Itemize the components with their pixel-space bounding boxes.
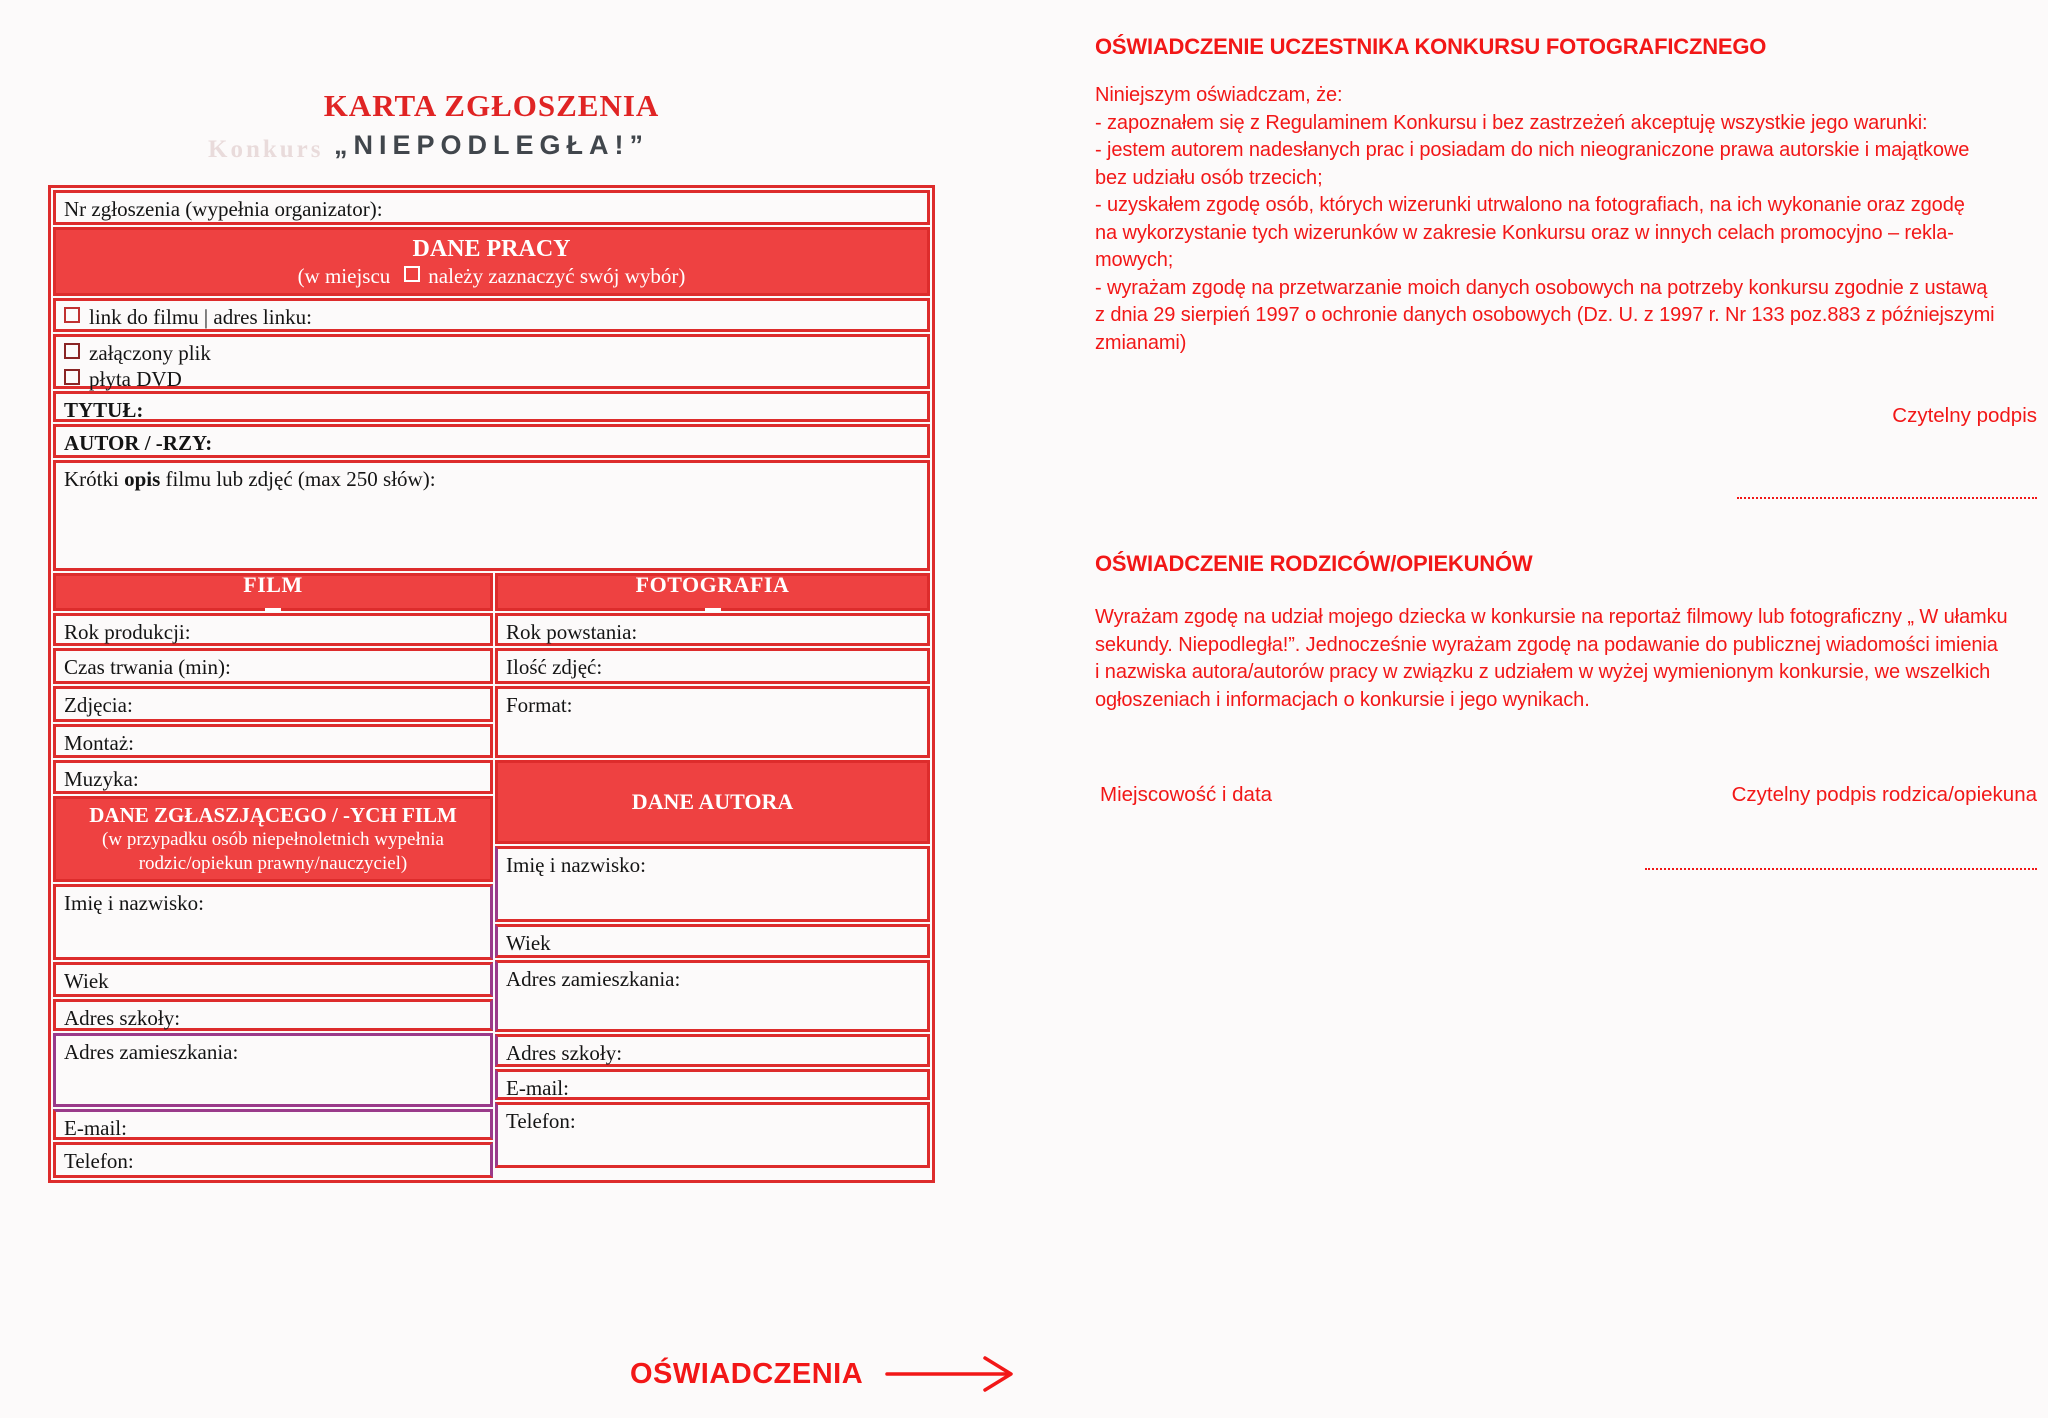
form-row-zglaszajacy-adres-szkoly: Adres szkoły:	[53, 999, 493, 1031]
page-subtitle: „NIEPODLEGŁA!”	[333, 130, 649, 160]
declaration-line: ogłoszeniach i informacjach o konkursie i jego wynikach.	[1095, 688, 1590, 711]
form-row-autor-adres-szkoly: Adres szkoły:	[495, 1034, 930, 1067]
checkbox-icon	[404, 266, 420, 282]
form-row-opis	[53, 460, 930, 571]
form-row-ilosc-zdjec: Ilość zdjęć:	[495, 648, 930, 684]
signature-dotted-line	[1737, 487, 2037, 499]
declaration-parents-text	[1095, 604, 2008, 714]
form-row-autor-adres-zamieszkania: Adres zamieszkania:	[495, 960, 930, 1032]
form-row-zglaszajacy-imie: Imię i nazwisko:	[53, 884, 493, 960]
zglaszajacy-title: DANE ZGŁASZJĄCEGO / -YCH FILM	[89, 803, 457, 827]
dane-autora-title: DANE AUTORA	[631, 789, 794, 814]
form-row-zglaszajacy-email: E-mail:	[53, 1109, 493, 1140]
form-row-attachments	[53, 334, 930, 389]
checkbox-icon	[64, 343, 80, 359]
form-row-tytul: TYTUŁ:	[53, 391, 930, 422]
checkbox-icon	[64, 369, 80, 385]
declaration-participant-heading: OŚWIADCZENIE UCZESTNIKA KONKURSU FOTOGRAFICZNEGO	[1095, 34, 1767, 59]
ghost-watermark-text: Konkurs	[208, 136, 324, 163]
declaration-line: Wyrażam zgodę na udział mojego dziecka w konkursie na reportaż filmowy lub fotograficzny „ W ułamku	[1095, 606, 2008, 628]
form-row-zglaszajacy-telefon: Telefon:	[53, 1142, 493, 1178]
entry-form-table	[48, 185, 935, 1183]
declaration-line: sekundy. Niepodległa!”. Jednocześnie wyrażam zgodę na podawanie do publicznej wiadomości imienia	[1095, 633, 1998, 656]
declaration-line: i nazwiska autora/autorów pracy w związku z udziałem w wyżej wymienionym konkursie, we wszelkich	[1095, 661, 1991, 683]
arrow-right-icon	[885, 1355, 1017, 1393]
declaration-line: na wykorzystanie tych wizerunków w zakresie Konkursu oraz w innych celach promocyjno – rekla-	[1095, 221, 1954, 244]
attachment-option-dvd	[64, 366, 919, 392]
attachment-option-file	[64, 340, 919, 366]
declarations-column	[1095, 0, 2043, 1418]
form-row-zglaszajacy-wiek: Wiek	[53, 962, 493, 997]
form-row-autor: AUTOR / -RZY:	[53, 424, 930, 458]
fotografia-column	[495, 573, 930, 1178]
form-header-zglaszajacy	[53, 796, 493, 882]
oswiadczenia-pointer	[630, 1355, 1017, 1393]
declaration-line: mowych;	[1095, 249, 1174, 271]
form-row-autor-imie: Imię i nazwisko:	[495, 846, 930, 922]
form-row-zglaszajacy-adres-zamieszkania: Adres zamieszkania:	[53, 1033, 493, 1107]
checkbox-icon	[64, 307, 80, 323]
form-header-dane-pracy	[53, 227, 930, 296]
film-column-header	[53, 573, 493, 611]
declaration-line: - zapoznałem się z Regulaminem Konkursu i bez zastrzeżeń akceptuję wszystkie jego warunki:	[1095, 111, 1928, 134]
zglaszajacy-sub2: rodzic/opiekun prawny/nauczyciel)	[138, 853, 408, 874]
form-row-format: Format:	[495, 686, 930, 758]
checkbox-icon	[705, 608, 721, 612]
dane-pracy-sub-pre: (w miejscu	[297, 263, 391, 288]
form-header-dane-autora	[495, 760, 930, 844]
signature-dotted-line	[1645, 858, 2037, 870]
fotografia-column-header	[495, 573, 930, 611]
form-row-rok-powstania: Rok powstania:	[495, 613, 930, 646]
declaration-line: - uzyskałem zgodę osób, których wizerunki utrwalono na fotografiach, na ich wykonanie oraz zgodę	[1095, 194, 1965, 216]
declaration-line: - wyrażam zgodę na przetwarzanie moich danych osobowych na potrzeby konkursu zgodnie z ustawą	[1095, 276, 1988, 299]
form-row-muzyka: Muzyka:	[53, 760, 493, 794]
signature-label-participant: Czytelny podpis	[1892, 404, 2037, 427]
form-row-autor-wiek: Wiek	[495, 924, 930, 958]
declaration-line: bez udziału osób trzecich;	[1095, 166, 1323, 189]
form-row-nr-zgloszenia	[53, 190, 930, 225]
declaration-line: zmianami)	[1095, 331, 1187, 354]
oswiadczenia-label: OŚWIADCZENIA	[630, 1357, 864, 1390]
opis-label-pre: Krótki	[64, 467, 125, 491]
dane-pracy-subtitle	[60, 263, 923, 289]
dane-pracy-sub-post: należy zaznaczyć swój wybór)	[428, 263, 686, 288]
film-header-label: FILM	[243, 572, 303, 597]
declaration-participant-text	[1095, 82, 1995, 357]
form-row-link	[53, 298, 930, 332]
form-title-block	[48, 88, 935, 161]
declaration-parents-heading: OŚWIADCZENIE RODZICÓW/OPIEKUNÓW	[1095, 551, 1533, 576]
attachment-dvd-label: płyta DVD	[89, 367, 182, 391]
declaration-line: z dnia 29 sierpień 1997 o ochronie danych osobowych (Dz. U. z 1997 r. Nr 133 poz.883 z późniejszymi	[1095, 304, 1995, 326]
declaration-line: - jestem autorem nadesłanych prac i posiadam do nich nieograniczone prawa autorskie i majątkowe	[1095, 139, 1970, 161]
place-date-label: Miejscowość i data	[1100, 783, 1273, 806]
signature-labels-row	[1100, 783, 2037, 807]
form-row-montaz: Montaż:	[53, 724, 493, 758]
opis-label-bold: opis	[124, 467, 161, 491]
nr-zgloszenia-label: Nr zgłoszenia (wypełnia organizator):	[64, 197, 383, 221]
declaration-line: Niniejszym oświadczam, że:	[1095, 84, 1343, 106]
zglaszajacy-sub1: (w przypadku osób niepełnoletnich wypełnia	[102, 829, 444, 850]
form-row-autor-email: E-mail:	[495, 1069, 930, 1100]
form-row-rok-produkcji: Rok produkcji:	[53, 613, 493, 646]
fotografia-header-label: FOTOGRAFIA	[635, 572, 790, 597]
form-row-autor-telefon: Telefon:	[495, 1102, 930, 1168]
form-row-czas-trwania: Czas trwania (min):	[53, 648, 493, 684]
checkbox-icon	[265, 608, 281, 612]
form-row-zdjecia: Zdjęcia:	[53, 686, 493, 722]
dane-pracy-title: DANE PRACY	[412, 235, 571, 262]
page-title: KARTA ZGŁOSZENIA	[323, 88, 660, 123]
link-label: link do filmu | adres linku:	[89, 305, 312, 329]
film-column	[53, 573, 493, 1178]
attachment-file-label: załączony plik	[89, 341, 211, 365]
signature-label-parent: Czytelny podpis rodzica/opiekuna	[1731, 783, 2037, 806]
opis-label-post: filmu lub zdjęć (max 250 słów):	[160, 467, 436, 491]
form-two-columns	[53, 573, 930, 1178]
